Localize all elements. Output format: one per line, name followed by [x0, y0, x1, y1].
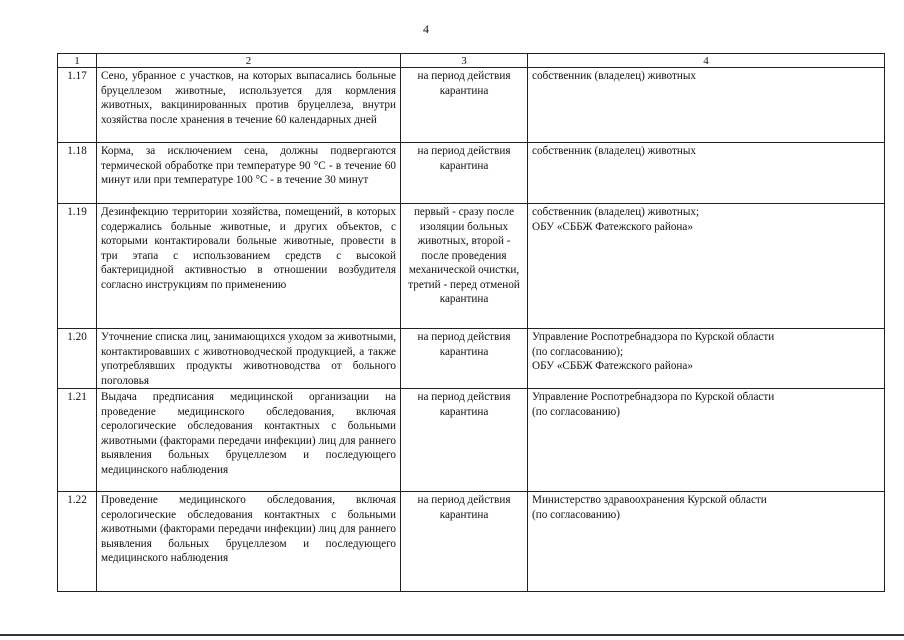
- execution-term: на период действия карантина: [401, 68, 528, 143]
- execution-term: на период действия карантина: [401, 492, 528, 592]
- measure-description: Уточнение списка лиц, занимающихся уходом за животными, контактировавших с животноводческой продукцией, а также употреблявших продукты животноводства от больного поголовья: [97, 329, 401, 389]
- responsible-line: ОБУ «СББЖ Фатежского района»: [532, 360, 693, 372]
- execution-term: на период действия карантина: [401, 389, 528, 492]
- row-number: 1.22: [58, 492, 97, 592]
- page-number: 4: [423, 22, 429, 36]
- measure-description: Выдача предписания медицинской организации на проведение медицинского обследования, включая серологические обследования контактных с больными животными (факторами передачи инфекции) лиц для раннего выявления больных бруцеллезом и последующего медицинского наблюдения: [97, 389, 401, 492]
- table-row: [58, 389, 885, 492]
- responsible-line: собственник (владелец) животных;: [532, 206, 700, 218]
- row-number: 1.21: [58, 389, 97, 492]
- table-row: [58, 492, 885, 592]
- responsible-party: [528, 389, 885, 492]
- measure-description: Сено, убранное с участков, на которых выпасались больные бруцеллезом животные, используется для кормления животных, вакцинированных против бруцеллеза, внутри хозяйства после хранения в течение 60 календарных дней: [97, 68, 401, 143]
- responsible-line: (по согласованию): [532, 508, 620, 521]
- execution-term: первый - сразу после изоляции больных животных, второй - после проведения механической очистки, третий - перед отменой карантина: [401, 204, 528, 329]
- measure-description: Проведение медицинского обследования, включая серологические обследования контактных с больными животными (факторами передачи инфекции) лиц для раннего выявления больных бруцеллезом и последующего медицинского наблюдения: [97, 492, 401, 592]
- responsible-party: [528, 204, 885, 329]
- responsible-line: Управление Роспотребнадзора по Курской области: [532, 391, 775, 403]
- table-row: [58, 143, 885, 204]
- execution-term: на период действия карантина: [401, 143, 528, 204]
- execution-term: на период действия карантина: [401, 329, 528, 389]
- responsible-line: Министерство здравоохранения Курской области: [532, 494, 767, 506]
- measure-description: Дезинфекцию территории хозяйства, помещений, в которых содержались больные животные, и других объектов, с которыми контактировали больные животные, провести в три этапа с использованием средств с высокой бактерицидной активностью в отношении возбудителя согласно инструкциям по применению: [97, 204, 401, 329]
- responsible-party: [528, 329, 885, 389]
- table-row: [58, 204, 885, 329]
- responsible-party: [528, 68, 885, 143]
- column-header: 3: [401, 54, 528, 68]
- row-number: 1.19: [58, 204, 97, 329]
- table-row: [58, 68, 885, 143]
- responsible-line: собственник (владелец) животных: [532, 145, 696, 157]
- responsible-line: собственник (владелец) животных: [532, 70, 696, 82]
- row-number: 1.17: [58, 68, 97, 143]
- column-header: 4: [528, 54, 885, 68]
- column-header: 2: [97, 54, 401, 68]
- responsible-line: (по согласованию);: [532, 345, 624, 358]
- column-header: 1: [58, 54, 97, 68]
- responsible-line: ОБУ «СББЖ Фатежского района»: [532, 220, 693, 233]
- responsible-line: (по согласованию): [532, 405, 620, 418]
- row-number: 1.18: [58, 143, 97, 204]
- table-header-row: [58, 54, 885, 68]
- page-bottom-edge: [0, 634, 904, 636]
- row-number: 1.20: [58, 329, 97, 389]
- responsible-party: [528, 492, 885, 592]
- measure-description: Корма, за исключением сена, должны подвергаются термической обработке при температуре 90 °С - в течение 60 минут или при температуре 100 °С - в течение 30 минут: [97, 143, 401, 204]
- table-row: [58, 329, 885, 389]
- responsible-line: Управление Роспотребнадзора по Курской области: [532, 331, 775, 343]
- measures-table: [57, 53, 885, 592]
- responsible-party: [528, 143, 885, 204]
